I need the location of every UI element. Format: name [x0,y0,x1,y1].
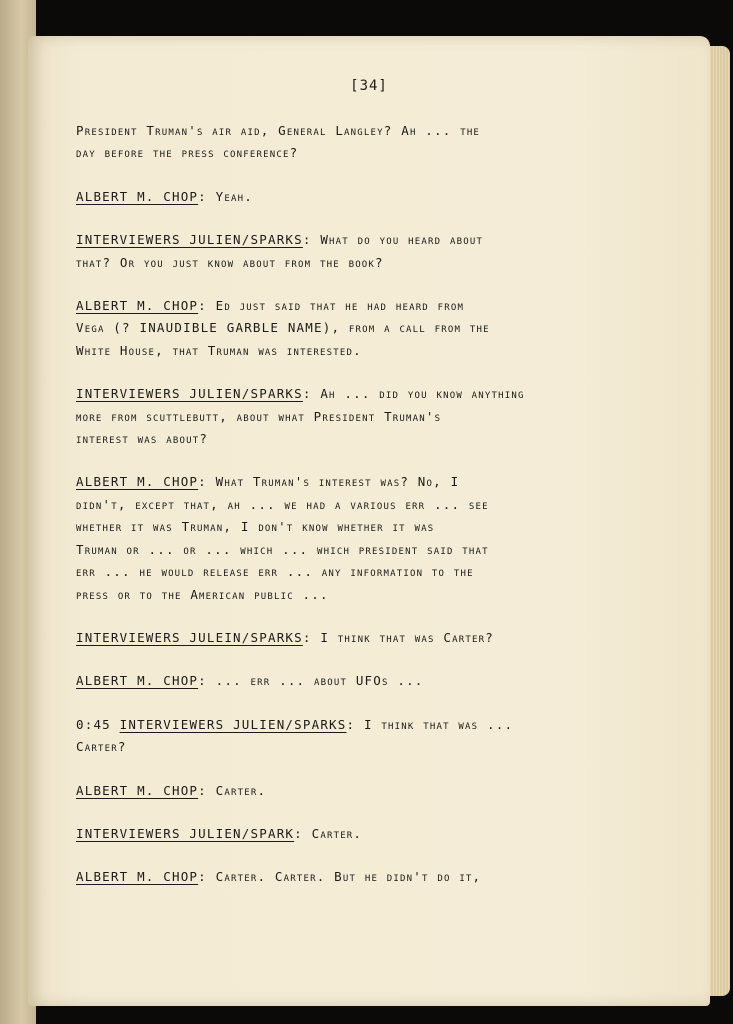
transcript-line [76,584,586,606]
transcript-line [76,252,586,274]
timestamp: 0:45 [76,716,120,732]
transcript-line [76,780,586,802]
line-text: : Yeah. [198,188,253,204]
line-text: : I think that was ... [346,716,514,732]
line-text: whether it was Truman, I don't know whether it was [76,519,435,535]
line-text: : ... err ... about UFOs ... [198,673,424,689]
line-text: that? Or you just know about from the book? [76,254,384,270]
transcript-line [76,539,586,561]
transcript-line [76,866,586,888]
transcript-line [76,516,586,538]
line-text: : I think that was Carter? [302,629,494,645]
transcript-line [76,471,586,493]
speaker-name: ALBERT M. CHOP [76,869,199,885]
line-text: Truman or ... or ... which ... which president said that [76,541,489,557]
transcript-line [76,186,586,208]
line-text: White House, that Truman was interested. [76,342,362,358]
transcript-line [76,494,586,516]
transcript-paragraph [76,229,586,274]
line-text: : Ed just said that he had heard from [198,298,465,314]
transcript-line [76,383,586,405]
transcript-paragraph [76,120,586,165]
line-text: : Carter. [294,825,363,841]
transcript-line [76,823,586,845]
transcript-line [76,340,586,362]
transcript-line [76,736,586,758]
transcript-paragraph [76,866,586,888]
transcript-paragraph [76,295,586,362]
transcript-body [76,120,586,910]
transcript-paragraph [76,383,586,450]
speaker-name: ALBERT M. CHOP [76,673,199,689]
transcript-line [76,229,586,251]
transcript-paragraph [76,780,586,802]
line-text: day before the press conference? [76,145,299,161]
transcript-paragraph [76,670,586,692]
speaker-name: ALBERT M. CHOP [76,188,199,204]
speaker-name: INTERVIEWERS JULIEN/SPARKS [119,716,347,732]
speaker-name: INTERVIEWERS JULIEN/SPARKS [76,386,303,402]
transcript-line [76,406,586,428]
transcript-paragraph [76,186,586,208]
line-text: : What Truman's interest was? No, I [198,474,460,490]
transcript-line [76,561,586,583]
line-text: : What do you heard about [302,232,484,248]
line-text: err ... he would release err ... any information to the [76,564,474,580]
transcript-paragraph [76,627,586,649]
line-text: President Truman's air aid, General Langley? Ah ... the [76,123,481,138]
transcript-line [76,120,586,142]
transcript-paragraph [76,714,586,759]
transcript-line [76,317,586,339]
line-text: Carter? [76,739,127,755]
speaker-name: INTERVIEWERS JULEIN/SPARKS [76,629,303,645]
line-text: : Ah ... did you know anything [302,386,525,402]
transcript-line [76,670,586,692]
speaker-name: ALBERT M. CHOP [76,782,199,798]
line-text: Vega (? INAUDIBLE GARBLE NAME), from a call from the [76,320,490,336]
line-text: didn't, except that, ah ... we had a various err ... see [76,496,489,512]
transcript-paragraph [76,471,586,605]
transcript-line [76,295,586,317]
line-text: : Carter. [198,782,267,798]
line-text: : Carter. Carter. But he didn't do it, [198,869,482,885]
page-number: [34] [350,78,388,94]
transcript-line [76,428,586,450]
transcript-page [28,36,710,1006]
line-text: more from scuttlebutt, about what President Truman's [76,408,442,424]
transcript-paragraph [76,823,586,845]
line-text: press or to the American public ... [76,586,329,602]
speaker-name: ALBERT M. CHOP [76,298,199,314]
line-text: interest was about? [76,431,209,447]
speaker-name: ALBERT M. CHOP [76,474,199,490]
transcript-line [76,714,586,736]
speaker-name: INTERVIEWERS JULIEN/SPARKS [76,232,303,248]
transcript-line [76,627,586,649]
transcript-line [76,142,586,164]
speaker-name: INTERVIEWERS JULIEN/SPARK [76,825,295,841]
